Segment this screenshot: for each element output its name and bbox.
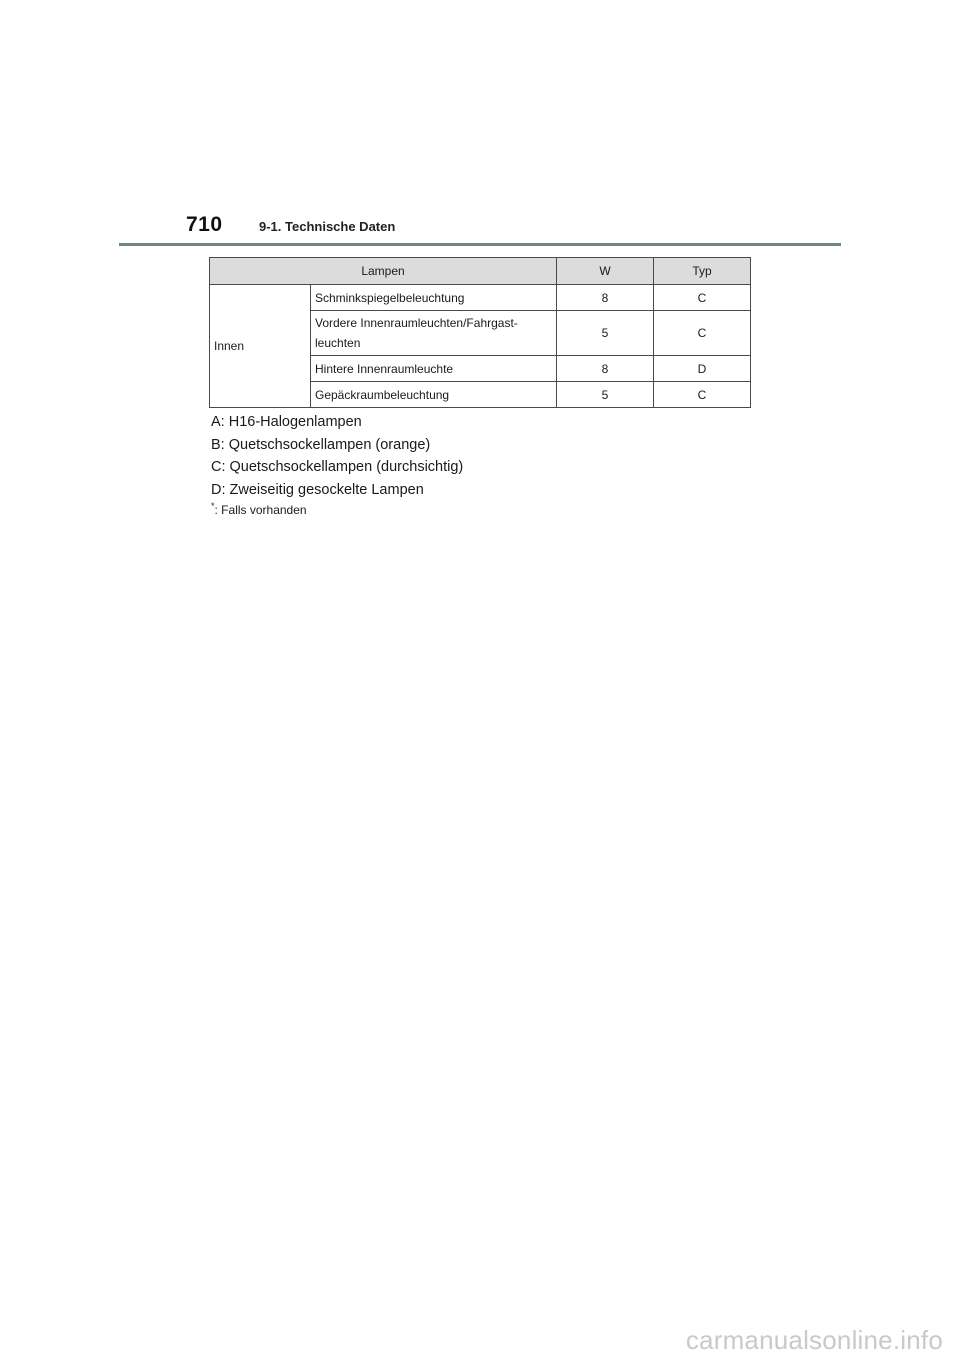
- header-divider: [119, 243, 841, 246]
- footnote-text: : Falls vorhanden: [214, 503, 307, 517]
- column-header-typ: Typ: [654, 258, 751, 285]
- lamp-type: C: [654, 382, 751, 408]
- legend-item: B: Quetschsockellampen (orange): [211, 436, 431, 453]
- column-header-w: W: [557, 258, 654, 285]
- lamp-name: Gepäckraumbeleuchtung: [311, 382, 557, 408]
- footnote: [211, 501, 307, 517]
- lamp-name: Vordere Innenraumleuchten/Fahrgast- leuchten: [311, 311, 557, 356]
- lamp-type: C: [654, 311, 751, 356]
- lamp-type: D: [654, 356, 751, 382]
- section-title: 9-1. Technische Daten: [259, 219, 396, 234]
- legend-item: C: Quetschsockellampen (durchsichtig): [211, 459, 464, 475]
- lamp-watt: 8: [557, 285, 654, 311]
- lamp-watt: 5: [557, 382, 654, 408]
- lamp-watt: 5: [557, 311, 654, 356]
- lamp-type-legend: [211, 411, 463, 501]
- lamp-name: Hintere Innenraumleuchte: [311, 356, 557, 382]
- legend-item: A: H16-Halogenlampen: [211, 414, 362, 430]
- watermark: carmanualsonline.info: [685, 1325, 943, 1355]
- lamp-type: C: [654, 285, 751, 311]
- legend-item: D: Zweiseitig gesockelte Lampen: [211, 481, 424, 498]
- page-number: 710: [186, 213, 223, 236]
- column-header-lampen: Lampen: [210, 258, 557, 285]
- footnote-mark: *: [211, 501, 215, 511]
- table-header-row: [210, 258, 751, 285]
- group-label-innen: Innen: [210, 285, 311, 408]
- table-row: [210, 285, 751, 311]
- lamp-watt: 8: [557, 356, 654, 382]
- lamp-name: Schminkspiegelbeleuchtung: [311, 285, 557, 311]
- lamps-table: [209, 257, 751, 408]
